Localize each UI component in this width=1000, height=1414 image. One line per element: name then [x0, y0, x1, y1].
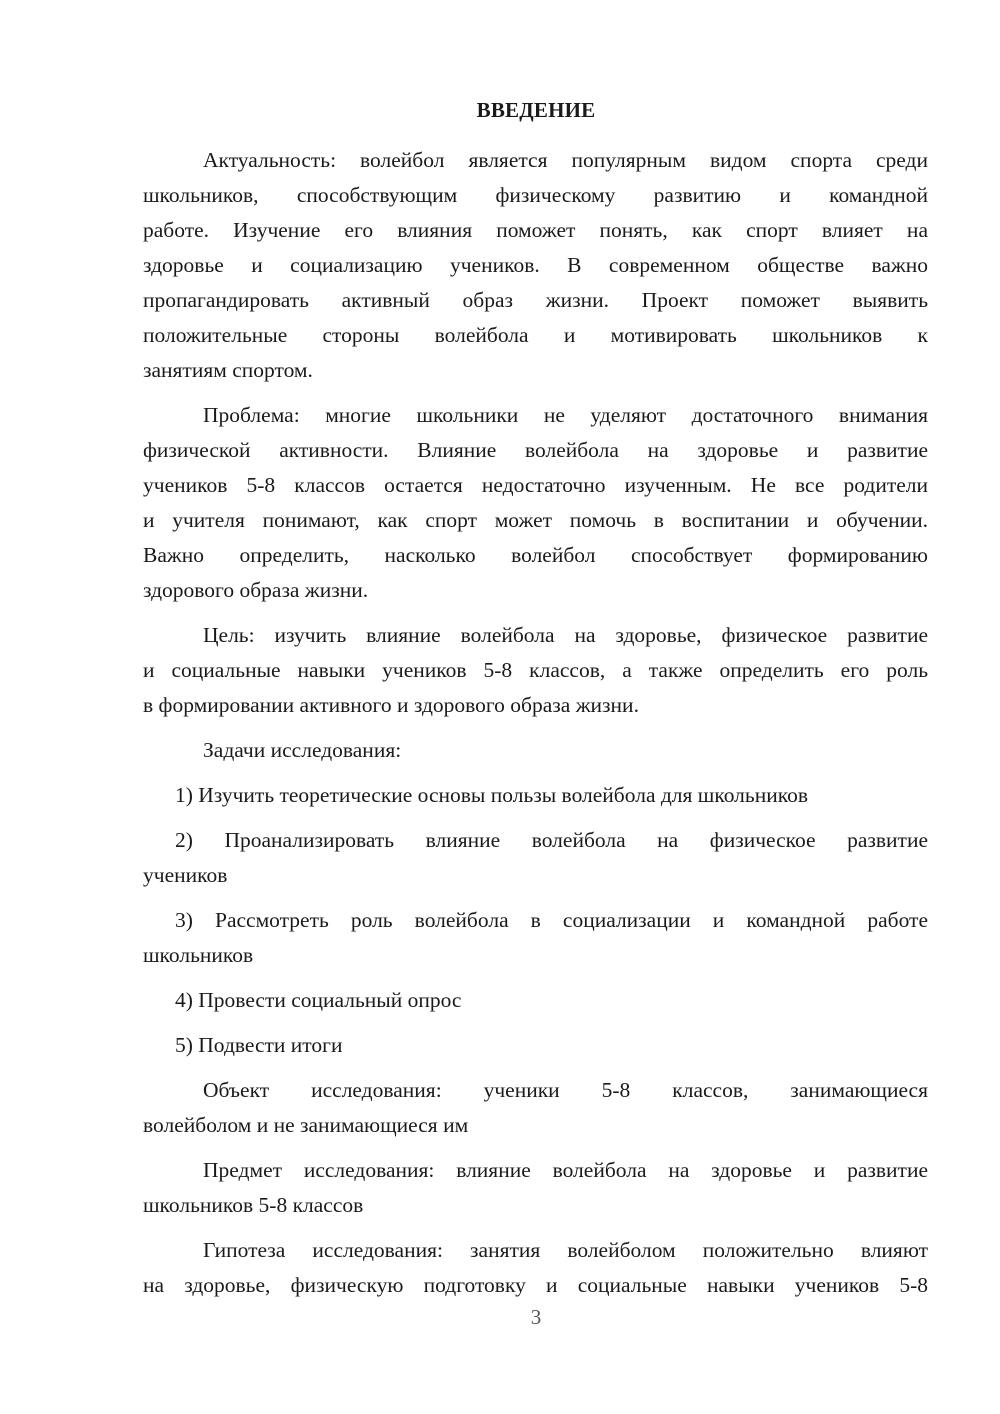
- page-number: 3: [530, 1305, 542, 1329]
- text-line: работе. Изучение его влияния поможет понять, как спорт влияет на: [143, 218, 928, 242]
- text-line: и учителя понимают, как спорт может помочь в воспитании и обучении.: [143, 508, 928, 532]
- text-line: Предмет исследования: влияние волейбола на здоровье и развитие: [203, 1158, 928, 1182]
- text-line: учеников: [143, 863, 228, 887]
- text-line: школьников, способствующим физическому развитию и командной: [143, 183, 928, 207]
- text-line: и социальные навыки учеников 5-8 классов, а также определить его роль: [143, 658, 928, 682]
- text-line: на здоровье, физическую подготовку и социальные навыки учеников 5-8: [143, 1273, 928, 1297]
- text-line: 3) Рассмотреть роль волейбола в социализации и командной работе: [175, 908, 928, 932]
- paragraph-problem: [143, 398, 928, 608]
- text-line: 1) Изучить теоретические основы пользы волейбола для школьников: [175, 783, 808, 807]
- text-line: волейболом и не занимающиеся им: [143, 1113, 469, 1137]
- text-line: школьников: [143, 943, 254, 967]
- task-item-3: [143, 903, 928, 973]
- paragraph-tasks-heading: [143, 733, 928, 768]
- text-line: 2) Проанализировать влияние волейбола на физическое развитие: [175, 828, 928, 852]
- task-item-1: [143, 778, 928, 813]
- paragraph-goal: [143, 618, 928, 723]
- text-line: учеников 5-8 классов остается недостаточно изученным. Не все родители: [143, 473, 928, 497]
- text-line: школьников 5-8 классов: [143, 1193, 364, 1217]
- text-line: здорового образа жизни.: [143, 578, 369, 602]
- text-line: здоровье и социализацию учеников. В современном обществе важно: [143, 253, 928, 277]
- task-item-2: [143, 823, 928, 893]
- paragraph-hypothesis: [143, 1233, 928, 1303]
- text-line: в формировании активного и здорового образа жизни.: [143, 693, 639, 717]
- text-line: положительные стороны волейбола и мотивировать школьников к: [143, 323, 928, 347]
- text-line: пропагандировать активный образ жизни. Проект поможет выявить: [143, 288, 928, 312]
- text-line: физической активности. Влияние волейбола на здоровье и развитие: [143, 438, 928, 462]
- text-line: Проблема: многие школьники не уделяют достаточного внимания: [203, 403, 928, 427]
- paragraph-relevance: [143, 143, 928, 388]
- text-line: Объект исследования: ученики 5-8 классов, занимающиеся: [203, 1078, 928, 1102]
- text-line: Цель: изучить влияние волейбола на здоровье, физическое развитие: [203, 623, 928, 647]
- text-line: 4) Провести социальный опрос: [175, 988, 462, 1012]
- task-item-4: [143, 983, 928, 1018]
- document-body: [143, 143, 928, 1313]
- text-line: Актуальность: волейбол является популярным видом спорта среди: [203, 148, 928, 172]
- paragraph-object: [143, 1073, 928, 1143]
- section-title: ВВЕДЕНИЕ: [476, 98, 596, 122]
- text-line: Гипотеза исследования: занятия волейболом положительно влияют: [203, 1238, 928, 1262]
- text-line: Задачи исследования:: [203, 738, 402, 762]
- text-line: Важно определить, насколько волейбол способствует формированию: [143, 543, 928, 567]
- paragraph-subject: [143, 1153, 928, 1223]
- text-line: 5) Подвести итоги: [175, 1033, 343, 1057]
- task-item-5: [143, 1028, 928, 1063]
- text-line: занятиям спортом.: [143, 358, 313, 382]
